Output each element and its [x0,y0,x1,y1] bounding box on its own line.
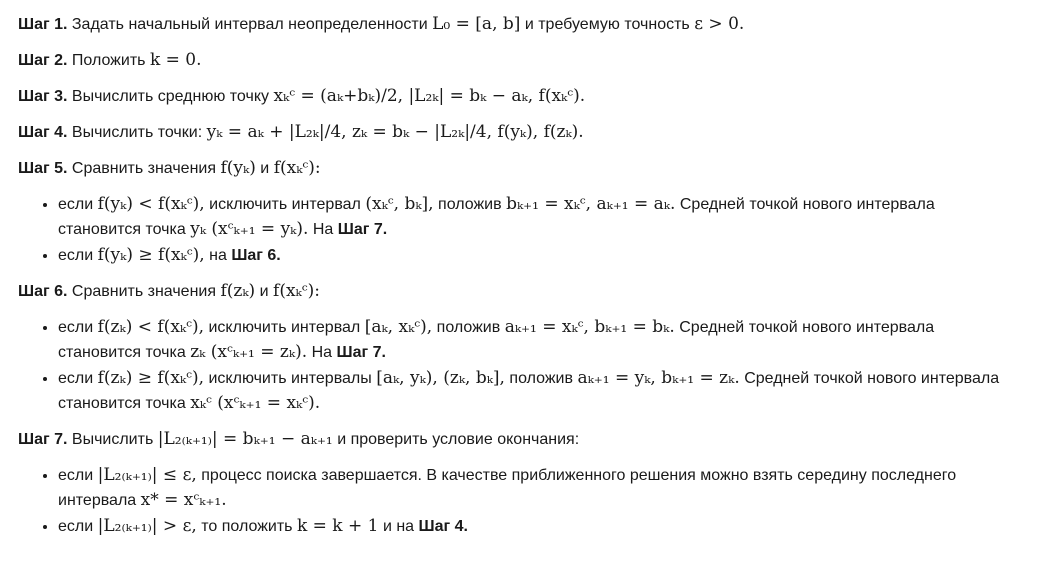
step-text: Положить [71,52,146,69]
case-math: [aₖ, xₖᶜ), [364,317,433,337]
step-7-cases [18,463,1021,539]
math-fx: f(xₖᶜ): [273,158,321,178]
step-6-cases [18,315,1021,416]
case-math: |L₂₍ₖ₊₁₎| ≤ ε, [97,465,197,485]
list-item [58,243,1021,268]
case-text: если [58,370,94,387]
math-fx: f(xₖᶜ): [273,281,320,301]
step-reference: Шаг 6. [231,247,281,264]
case-math: zₖ (xᶜₖ₊₁ = zₖ). [190,342,308,362]
step-text: и проверить условие окончания: [337,431,580,448]
case-math: (xₖᶜ, bₖ], [365,194,434,214]
list-item [58,514,1021,539]
case-text: исключить интервал [208,319,361,336]
case-math: aₖ₊₁ = xₖᶜ, bₖ₊₁ = bₖ. [504,317,675,337]
step-reference: Шаг 7. [336,344,386,361]
math-epsilon: ε > 0. [694,14,745,34]
case-text: если [58,196,94,213]
case-math: f(zₖ) ≥ f(xₖᶜ), [97,368,205,388]
case-math: aₖ₊₁ = yₖ, bₖ₊₁ = zₖ. [577,368,740,388]
case-text: Средней точкой нового интервала становится точка [58,370,1000,412]
case-math: x* = xᶜₖ₊₁. [140,490,227,510]
step-label: Шаг 1. [18,16,68,33]
step-text: Сравнить значения [71,283,217,300]
step-label: Шаг 4. [18,124,68,141]
step-4 [18,120,1021,145]
step-text: Вычислить [71,431,154,448]
case-text: исключить интервалы [208,370,372,387]
case-text: На [311,344,333,361]
list-item [58,366,1021,416]
math-points: yₖ = aₖ + |L₂ₖ|/4, zₖ = bₖ − |L₂ₖ|/4, f(yₖ), f(zₖ). [206,122,584,142]
step-5 [18,156,1021,181]
list-item [58,463,1021,513]
step-text: Вычислить среднюю точку [71,88,269,105]
step-reference: Шаг 4. [418,518,468,535]
step-label: Шаг 7. [18,431,68,448]
math-k: k = 0. [149,50,202,70]
case-text: если [58,247,94,264]
case-math: f(yₖ) < f(xₖᶜ), [97,194,205,214]
list-item [58,192,1021,242]
case-math: k = k + 1 [296,516,379,536]
case-text: положив [509,370,573,387]
case-math: [aₖ, yₖ), (zₖ, bₖ], [376,368,505,388]
case-text: то положить [201,518,293,535]
case-text: положив [438,196,502,213]
step-2 [18,48,1021,73]
step-7 [18,427,1021,452]
case-text: на [209,247,227,264]
case-math: yₖ (xᶜₖ₊₁ = yₖ). [190,219,309,239]
case-math: xₖᶜ (xᶜₖ₊₁ = xₖᶜ). [190,393,321,413]
step-text: и [259,283,269,300]
case-text: исключить интервал [209,196,361,213]
step-reference: Шаг 7. [337,221,388,238]
case-text: процесс поиска завершается. В качестве приближенного решения можно взять середину последнего интервала [58,467,957,509]
case-text: Средней точкой нового интервала становится точка [58,319,935,361]
step-text: и [260,160,270,177]
step-text: Вычислить точки: [71,124,203,141]
case-math: bₖ₊₁ = xₖᶜ, aₖ₊₁ = aₖ. [506,194,676,214]
math-interval: L₀ = [a, b] [432,14,521,34]
step-5-cases [18,192,1021,268]
step-text: и требуемую точность [524,16,690,33]
step-label: Шаг 3. [18,88,68,105]
case-text: если [58,319,94,336]
step-1 [18,12,1021,37]
math-fz: f(zₖ) [220,281,256,301]
step-text: Сравнить значения [71,160,217,177]
step-3 [18,84,1021,109]
case-text: если [58,467,94,484]
case-text: На [312,221,334,238]
math-midpoint: xₖᶜ = (aₖ+bₖ)/2, |L₂ₖ| = bₖ − aₖ, f(xₖᶜ). [273,86,586,106]
step-label: Шаг 6. [18,283,68,300]
case-text: положив [436,319,501,336]
step-label: Шаг 2. [18,52,68,69]
list-item [58,315,1021,365]
case-math: f(yₖ) ≥ f(xₖᶜ), [97,245,205,265]
step-6 [18,279,1021,304]
case-math: |L₂₍ₖ₊₁₎| > ε, [97,516,197,536]
math-fy: f(yₖ) [220,158,256,178]
case-math: f(zₖ) < f(xₖᶜ), [97,317,205,337]
step-text: Задать начальный интервал неопределенности [71,16,428,33]
case-text: и на [382,518,415,535]
math-length: |L₂₍ₖ₊₁₎| = bₖ₊₁ − aₖ₊₁ [157,429,333,449]
step-label: Шаг 5. [18,160,68,177]
case-text: если [58,518,94,535]
case-text: Средней точкой нового интервала становится точка [58,196,935,238]
